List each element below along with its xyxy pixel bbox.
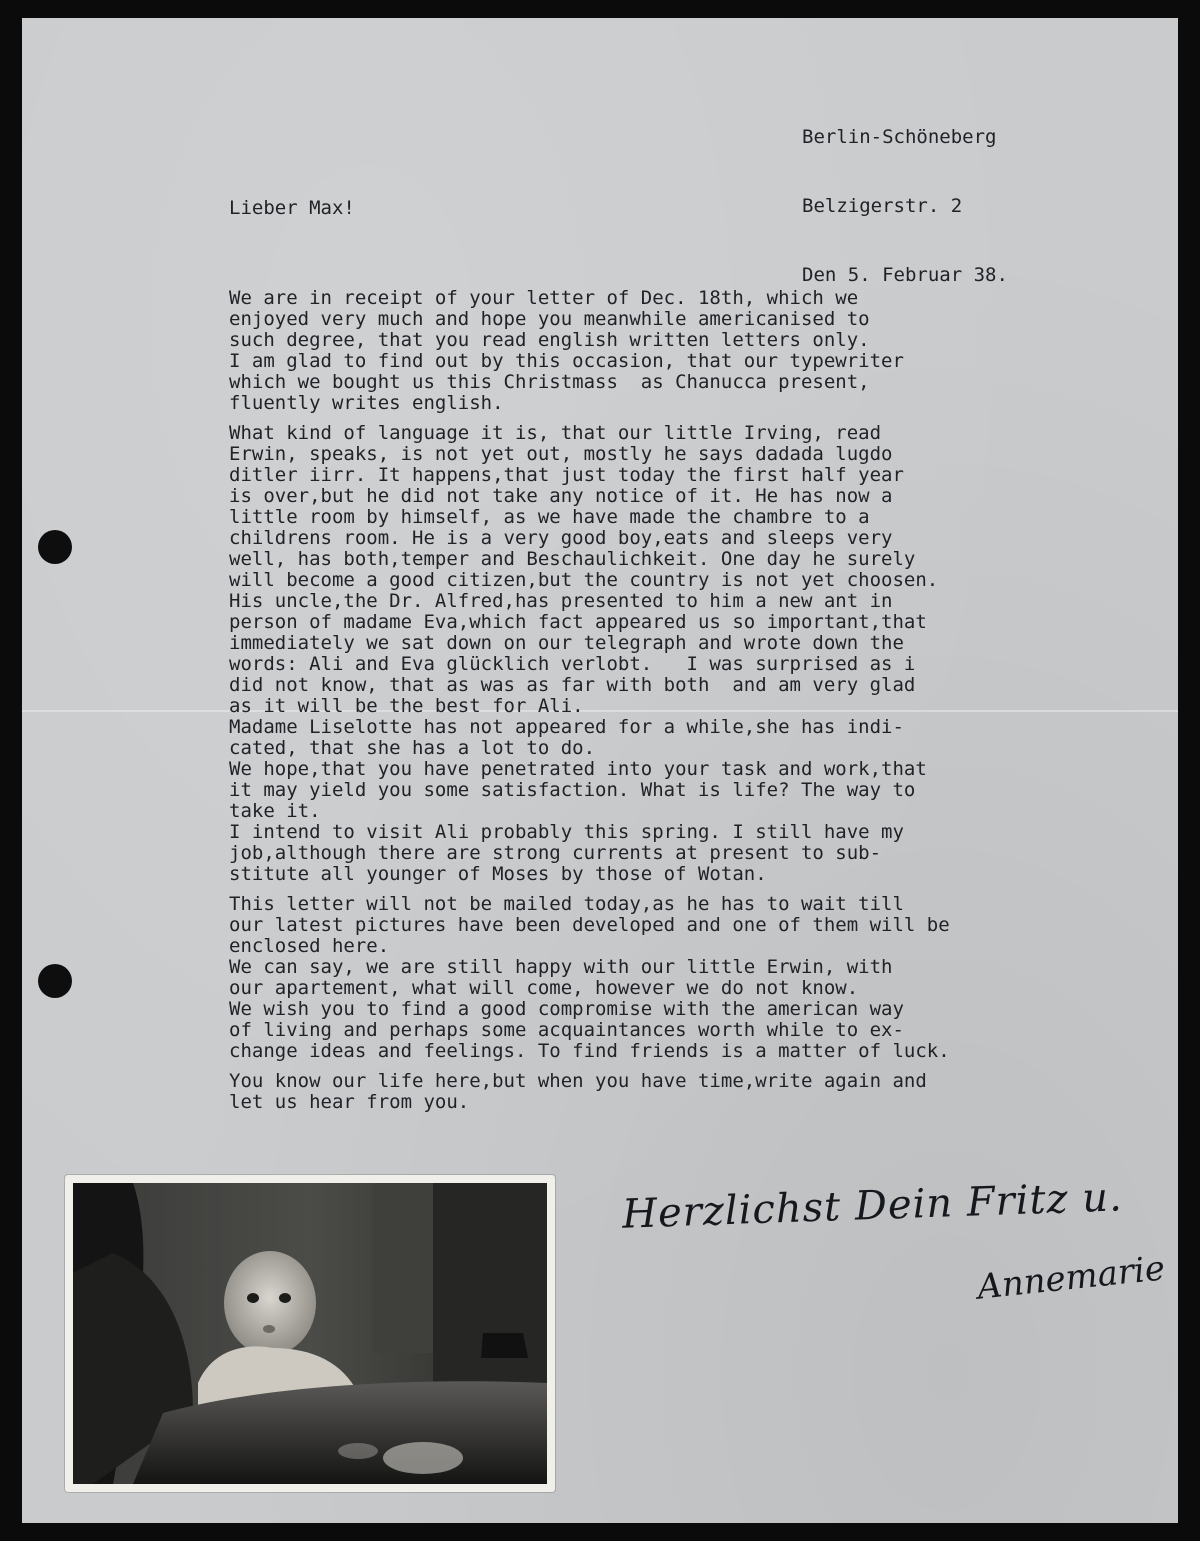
- letter-line: person of madame Eva,which fact appeared us so important,that: [229, 611, 927, 633]
- letter-line: We are in receipt of your letter of Dec. 18th, which we: [229, 287, 859, 309]
- letter-line: cated, that she has a lot to do.: [229, 737, 596, 759]
- handwritten-signature-second: Annemarie: [975, 1248, 1167, 1308]
- letter-line: We can say, we are still happy with our little Erwin, with: [229, 956, 893, 978]
- letter-line: His uncle,the Dr. Alfred,has presented to him a new ant in: [229, 590, 893, 612]
- letter-line: enjoyed very much and hope you meanwhile americanised to: [229, 308, 870, 330]
- letter-line: our latest pictures have been developed and one of them will be: [229, 914, 950, 936]
- letter-paragraph: [229, 288, 950, 414]
- photograph-image: [73, 1183, 547, 1484]
- letter-line: Madame Liselotte has not appeared for a while,she has indi-: [229, 716, 904, 738]
- letter-sheet: [22, 18, 1178, 1523]
- letter-line: stitute all younger of Moses by those of Wotan.: [229, 863, 767, 885]
- letter-line: it may yield you some satisfaction. What is life? The way to: [229, 779, 916, 801]
- letter-paragraph: [229, 1071, 950, 1113]
- letter-line: What kind of language it is, that our little Irving, read: [229, 422, 882, 444]
- letter-line: of living and perhaps some acquaintances worth while to ex-: [229, 1019, 904, 1041]
- letter-line: words: Ali and Eva glücklich verlobt. I was surprised as i: [229, 653, 916, 675]
- letter-line: I intend to visit Ali probably this spring. I still have my: [229, 821, 904, 843]
- letter-line: change ideas and feelings. To find friends is a matter of luck.: [229, 1040, 950, 1062]
- letter-line: let us hear from you.: [229, 1091, 470, 1113]
- letter-body: [229, 288, 950, 1122]
- letter-line: You know our life here,but when you have time,write again and: [229, 1070, 927, 1092]
- letter-line: Erwin, speaks, is not yet out, mostly he says dadada lugdo: [229, 443, 893, 465]
- letter-line: fluently writes english.: [229, 392, 504, 414]
- letter-paragraph: [229, 423, 950, 885]
- letter-line: ditler iirr. It happens,that just today the first half year: [229, 464, 904, 486]
- letter-line: take it.: [229, 800, 321, 822]
- letter-line: will become a good citizen,but the country is not yet choosen.: [229, 569, 939, 591]
- enclosed-photograph: [65, 1175, 555, 1492]
- date-line: Den 5. Februar 38.: [802, 264, 1008, 286]
- letter-line: did not know, that as was as far with both and am very glad: [229, 674, 916, 696]
- letter-line: little room by himself, as we have made the chambre to a: [229, 506, 870, 528]
- letter-line: We wish you to find a good compromise with the american way: [229, 998, 904, 1020]
- handwritten-signature: Herzlichst Dein Fritz u.: [621, 1174, 1124, 1238]
- address-line: Belzigerstr. 2: [802, 195, 963, 217]
- letter-line: immediately we sat down on our telegraph and wrote down the: [229, 632, 904, 654]
- punch-hole-top: [38, 530, 72, 564]
- letter-line: I am glad to find out by this occasion, that our typewriter: [229, 350, 904, 372]
- letter-line: well, has both,temper and Beschaulichkeit. One day he surely: [229, 548, 916, 570]
- letter-line: such degree, that you read english written letters only.: [229, 329, 870, 351]
- letter-line: This letter will not be mailed today,as he has to wait till: [229, 893, 904, 915]
- punch-hole-bottom: [38, 964, 72, 998]
- baby-photo-illustration: [73, 1183, 547, 1484]
- letter-line: job,although there are strong currents at present to sub-: [229, 842, 882, 864]
- letter-line: We hope,that you have penetrated into your task and work,that: [229, 758, 927, 780]
- letter-line: our apartement, what will come, however we do not know.: [229, 977, 859, 999]
- letter-line: childrens room. He is a very good boy,eats and sleeps very: [229, 527, 893, 549]
- letter-line: enclosed here.: [229, 935, 390, 957]
- letter-line: is over,but he did not take any notice of it. He has now a: [229, 485, 893, 507]
- address-line: Berlin-Schöneberg: [802, 126, 997, 148]
- letter-line: as it will be the best for Ali.: [229, 695, 584, 717]
- letter-paragraph: [229, 894, 950, 1062]
- greeting: Lieber Max!: [229, 197, 355, 219]
- letter-line: which we bought us this Christmass as Chanucca present,: [229, 371, 870, 393]
